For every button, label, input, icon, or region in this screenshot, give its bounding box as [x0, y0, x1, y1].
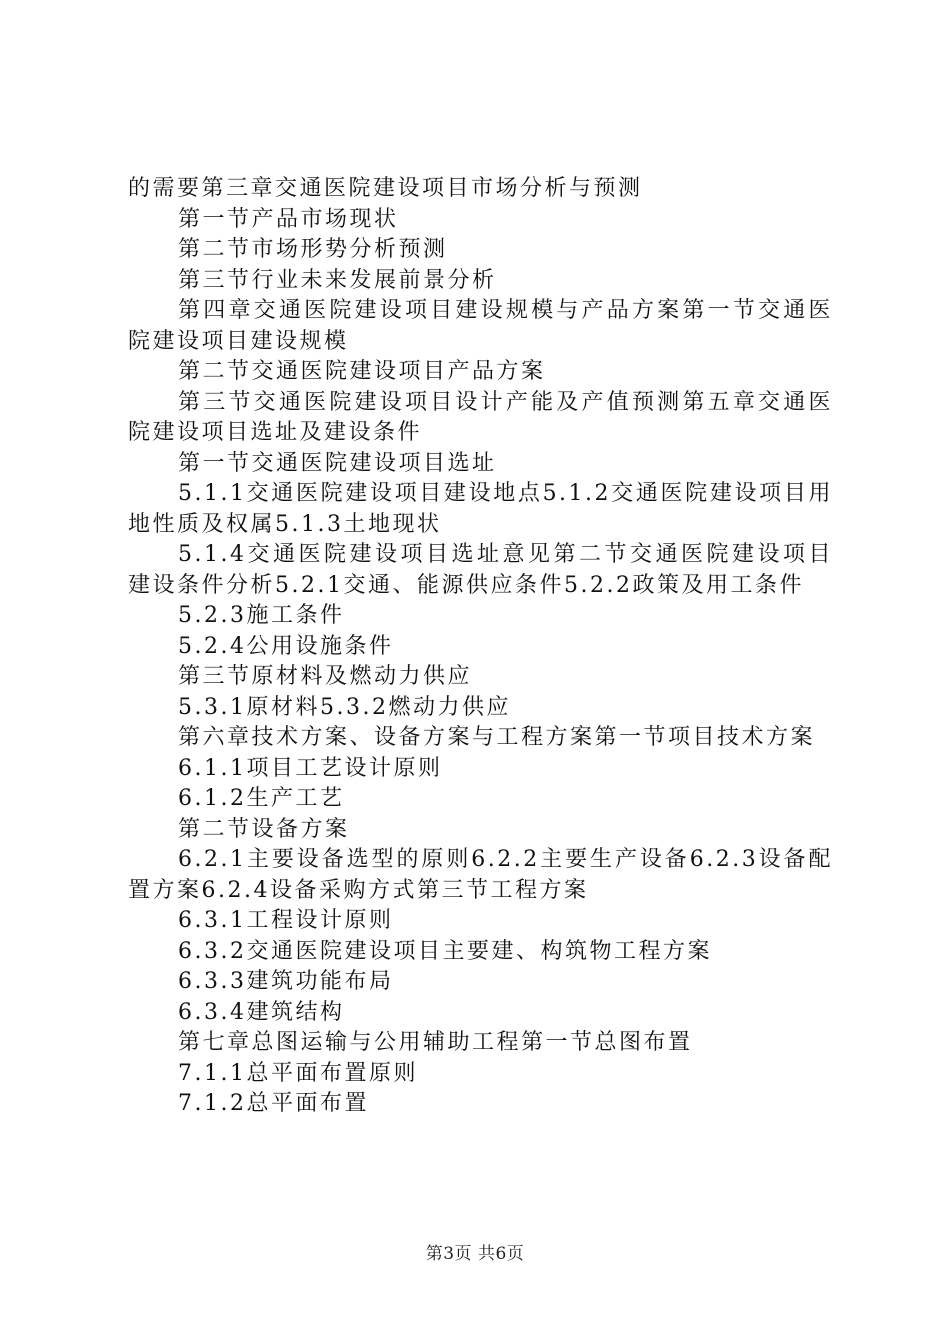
paragraph: 7.1.2总平面布置: [178, 1091, 369, 1116]
paragraph: 6.3.1工程设计原则: [178, 908, 394, 933]
paragraph: 5.1.4交通医院建设项目选址意见第二节交通医院建设项目建设条件分析5.2.1交通、能源供应条件5.2.2政策及用工条件: [128, 542, 833, 598]
paragraph: 第三节交通医院建设项目设计产能及产值预测第五章交通医院建设项目选址及建设条件: [128, 389, 833, 445]
paragraph: 第一节交通医院建设项目选址: [178, 450, 497, 476]
paragraph: 7.1.1总平面布置原则: [178, 1060, 418, 1086]
paragraph: 第二节市场形势分析预测: [178, 237, 448, 262]
page-footer: [0, 1243, 950, 1265]
paragraph: 5.3.1原材料5.3.2燃动力供应: [178, 694, 511, 720]
paragraph: 6.3.4建筑结构: [178, 999, 345, 1025]
paragraph: 第三节原材料及燃动力供应: [178, 664, 473, 689]
paragraph: 第二节交通医院建设项目产品方案: [178, 359, 546, 384]
paragraph: 5.2.3施工条件: [178, 603, 345, 628]
paragraph: 5.2.4公用设施条件: [178, 633, 394, 659]
paragraph: 第二节设备方案: [178, 816, 350, 842]
paragraph: 6.2.1主要设备选型的原则6.2.2主要生产设备6.2.3设备配置方案6.2.4设备采购方式第三节工程方案: [128, 847, 833, 903]
paragraph: 6.1.1项目工艺设计原则: [178, 755, 443, 781]
document-body: [128, 174, 833, 1120]
paragraph: 6.1.2生产工艺: [178, 786, 345, 811]
paragraph: 6.3.2交通医院建设项目主要建、构筑物工程方案: [178, 938, 712, 964]
paragraph: 5.1.1交通医院建设项目建设地点5.1.2交通医院建设项目用地性质及权属5.1.3土地现状: [128, 481, 833, 537]
paragraph: 的需要第三章交通医院建设项目市场分析与预测: [128, 176, 643, 201]
paragraph: 第七章总图运输与公用辅助工程第一节总图布置: [178, 1030, 693, 1055]
page-number-label: 第3页 共6页: [425, 1244, 525, 1264]
paragraph: 第四章交通医院建设项目建设规模与产品方案第一节交通医院建设项目建设规模: [128, 298, 833, 354]
paragraph: 第六章技术方案、设备方案与工程方案第一节项目技术方案: [178, 725, 816, 750]
paragraph: 第三节行业未来发展前景分析: [178, 267, 497, 293]
paragraph: 6.3.3建筑功能布局: [178, 969, 394, 994]
paragraph: 第一节产品市场现状: [178, 206, 399, 232]
